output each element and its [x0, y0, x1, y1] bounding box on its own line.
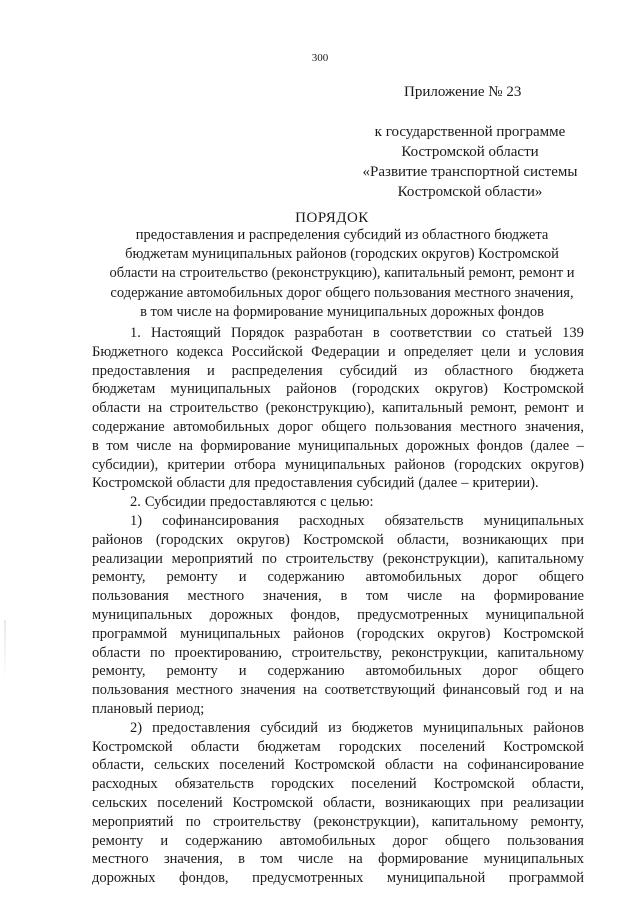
body-line: пользования местного значения на соответствующий финансовый год и на: [92, 682, 584, 699]
body-line: расходных обязательств городских поселений Костромской области,: [92, 776, 584, 793]
body-line: муниципальных дорожных фондов, предусмотренных муниципальной: [92, 606, 584, 623]
body-line: области, сельских поселений Костромской области на софинансирование: [92, 757, 584, 774]
program-reference: [340, 122, 600, 202]
program-reference-line: Костромской области»: [397, 184, 543, 200]
page-number: 300: [311, 52, 329, 64]
body-line: предоставления и распределения субсидий из областного бюджета: [92, 362, 584, 379]
document-body: [92, 324, 584, 888]
subtitle-line: предоставления и распределения субсидий из областного бюджета: [135, 227, 549, 243]
subtitle-line: бюджетам муниципальных районов (городских округов) Костромской: [125, 246, 559, 263]
body-line: 2) предоставления субсидий из бюджетов муниципальных районов: [130, 719, 584, 736]
document-title: ПОРЯДОК: [295, 210, 369, 226]
body-line: Костромской области для предоставления субсидий (далее – критерии).: [92, 475, 539, 492]
body-line: области по проектированию, строительству, реконструкции, капитальному: [92, 644, 584, 661]
body-line: сельских поселений Костромской области, возникающих при реализации: [92, 794, 584, 811]
subtitle-line: содержание автомобильных дорог общего пользования местного значения,: [110, 284, 574, 301]
body-line: ремонту, ремонту и содержанию автомобильных дорог общего: [92, 569, 584, 586]
body-line: программой муниципальных районов (городских округов) Костромской: [92, 625, 584, 642]
body-line: местного значения, в том числе на формирование муниципальных: [92, 851, 584, 868]
body-line: бюджетам муниципальных районов (городских округов) Костромской: [92, 381, 584, 398]
program-reference-line: Костромской области: [401, 144, 539, 160]
body-line: реализации мероприятий по строительству (реконструкции), капитальному: [92, 550, 584, 567]
appendix-label: Приложение № 23: [404, 84, 522, 100]
body-line: в том числе на формирование муниципальных дорожных фондов (далее –: [92, 437, 584, 454]
body-line: мероприятий по строительству (реконструкции), капитальному ремонту,: [92, 813, 584, 830]
body-line: ремонту, ремонту и содержанию автомобильных дорог общего: [92, 663, 584, 680]
body-line: содержание автомобильных дорог общего пользования местного значения,: [92, 418, 584, 435]
body-line: субсидии), критерии отбора муниципальных районов (городских округов): [92, 456, 584, 473]
body-line: Бюджетного кодекса Российской Федерации и определяет цели и условия: [92, 343, 584, 360]
body-line: пользования местного значения, в том числе на формирование: [92, 588, 584, 605]
document-subtitle: [100, 226, 584, 322]
body-line: 1) софинансирования расходных обязательств муниципальных: [130, 512, 584, 529]
body-line: ремонту и содержанию автомобильных дорог общего пользования: [92, 832, 584, 849]
program-reference-line: к государственной программе: [374, 124, 566, 140]
subtitle-line: области на строительство (реконструкцию), капитальный ремонт, ремонт и: [109, 265, 575, 282]
scan-artifact: [4, 620, 6, 680]
body-line: плановый период;: [92, 700, 205, 717]
body-line: области на строительство (реконструкцию), капитальный ремонт, ремонт и: [92, 400, 584, 417]
body-line: 1. Настоящий Порядок разработан в соответствии со статьей 139: [130, 325, 584, 341]
body-line: 2. Субсидии предоставляются с целью:: [130, 494, 374, 511]
body-line: Костромской области бюджетам городских поселений Костромской: [92, 738, 584, 755]
program-reference-line: «Развитие транспортной системы: [362, 164, 578, 180]
subtitle-line: в том числе на формирование муниципальных дорожных фондов: [140, 303, 544, 320]
body-line: районов (городских округов) Костромской области, возникающих при: [92, 531, 584, 548]
body-line: дорожных фондов, предусмотренных муниципальной программой: [92, 870, 584, 887]
